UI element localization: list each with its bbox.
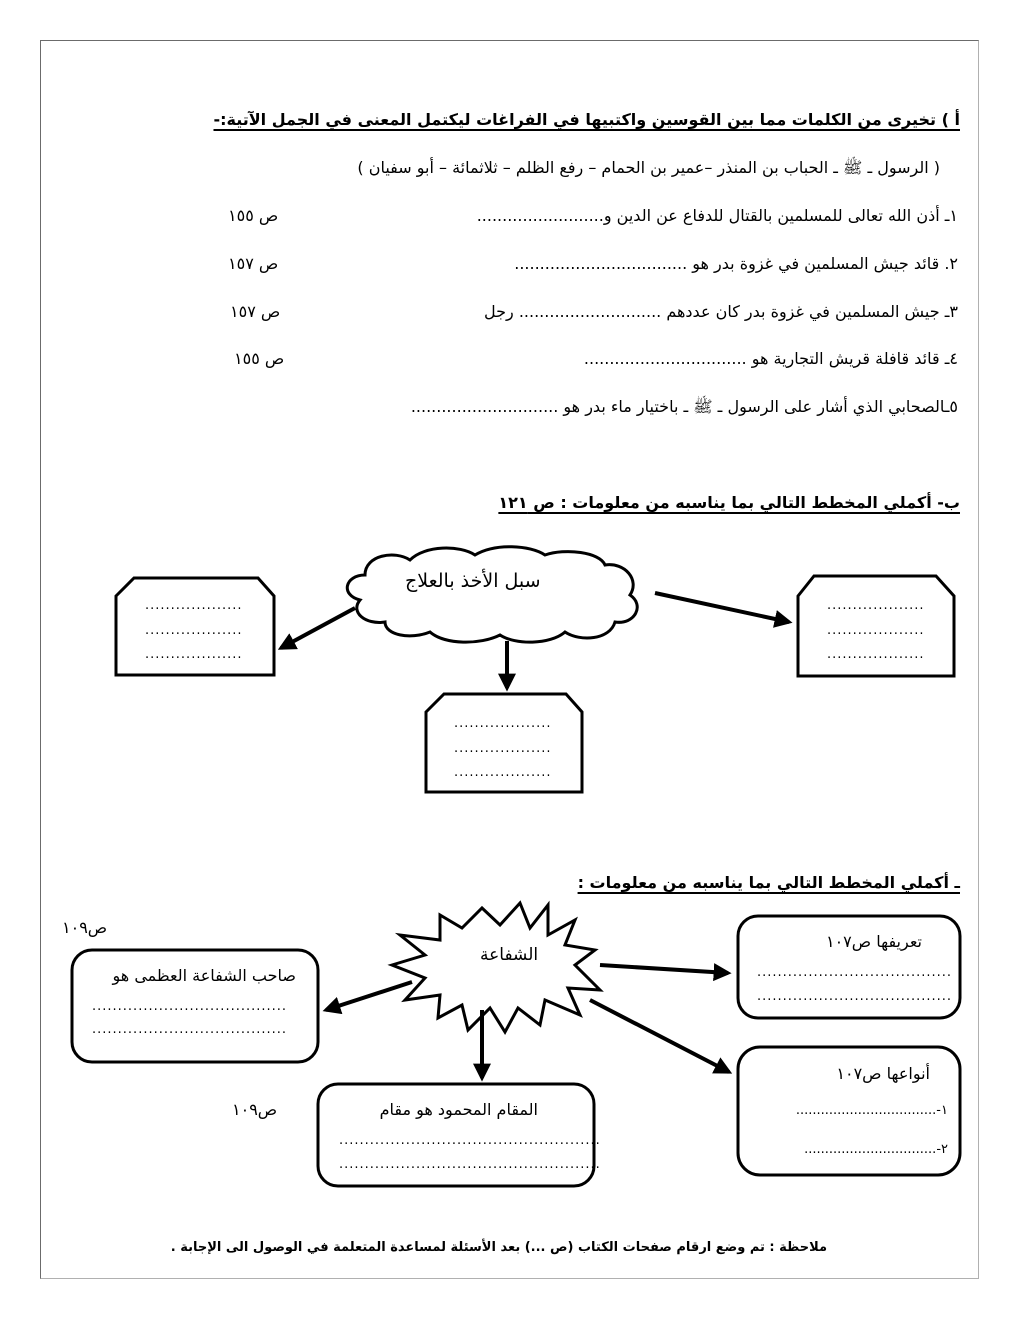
box-b-left-line-2: ................... [145, 623, 243, 638]
box-types-item-1: ١-.................................. [795, 1103, 948, 1118]
cloud-shape [347, 547, 637, 642]
box-station-title: المقام المحمود هو مقام [379, 1100, 538, 1119]
cloud-label: سبل الأخذ بالعلاج [405, 570, 541, 592]
box-b-bottom-line-3: ................... [454, 765, 552, 780]
box-b-left-line-3: ................... [145, 647, 243, 662]
box-types-title: أنواعها ص١٠٧ [836, 1064, 930, 1083]
question-2-page: ص ١٥٧ [228, 254, 279, 273]
question-2: ٢. قائد جيش المسلمين في غزوة بدر هو .................................. [514, 254, 958, 273]
question-4: ٤ـ قائد قافلة قريش التجارية هو ................................ [583, 349, 958, 368]
box-owner-line-2: ...................................... [92, 1022, 288, 1037]
question-3-page: ص ١٥٧ [230, 302, 281, 321]
section-b-heading: ب- أكملي المخطط التالي بما يناسبه من معلومات : ص ١٢١ [498, 493, 960, 512]
box-b-left-line-1: ................... [145, 598, 243, 613]
footer-note: ملاحظة : تم وضع ارقام صفحات الكتاب (ص ...) بعد الأسئلة لمساعدة المتعلمة في الوصول الى الإجابة . [170, 1240, 827, 1255]
word-bank: ( الرسول ـ ﷺ ـ الحباب بن المنذر –عمير بن الحمام – رفع الظلم – ثلاثمائة – أبو سفيان ) [357, 158, 940, 177]
station-page: ص١٠٩ [232, 1100, 278, 1119]
box-station-line-2: ................................................... [339, 1157, 601, 1172]
box-b-right-line-3: ................... [827, 647, 925, 662]
starburst-label: الشفاعة [480, 945, 539, 965]
box-owner-line-1: ...................................... [92, 999, 288, 1014]
box-definition-title: تعريفها ص١٠٧ [825, 932, 922, 951]
box-types-item-2: ٢-................................ [804, 1142, 948, 1157]
box-definition-line-1: ...................................... [757, 965, 953, 980]
question-4-page: ص ١٥٥ [234, 349, 285, 368]
box-station-line-1: ................................................... [339, 1133, 601, 1148]
box-b-right-line-1: ................... [827, 598, 925, 613]
box-definition-line-2: ...................................... [757, 989, 953, 1004]
box-owner-title: صاحب الشفاعة العظمى هو [112, 966, 296, 985]
question-3: ٣ـ جيش المسلمين في غزوة بدر كان عددهم ............................ رجل [484, 302, 958, 321]
box-b-right-line-2: ................... [827, 623, 925, 638]
question-1-page: ص ١٥٥ [228, 206, 279, 225]
question-5: ٥ـالصحابي الذي أشار على الرسول ـ ﷺ ـ باختيار ماء بدر هو ............................. [410, 397, 958, 416]
question-1: ١ـ أذن الله تعالى للمسلمين بالقتال للدفاع عن الدين و......................... [476, 206, 958, 225]
section-c-heading: ـ أكملي المخطط التالي بما يناسبه من معلومات : [577, 873, 960, 892]
box-b-bottom-line-1: ................... [454, 716, 552, 731]
section-a-heading: أ ) تخيرى من الكلمات مما بين القوسين واكتبيها في الفراغات ليكتمل المعنى في الجمل الآتية:- [213, 110, 960, 129]
owner-page: ص١٠٩ [62, 918, 108, 937]
box-b-bottom-line-2: ................... [454, 741, 552, 756]
